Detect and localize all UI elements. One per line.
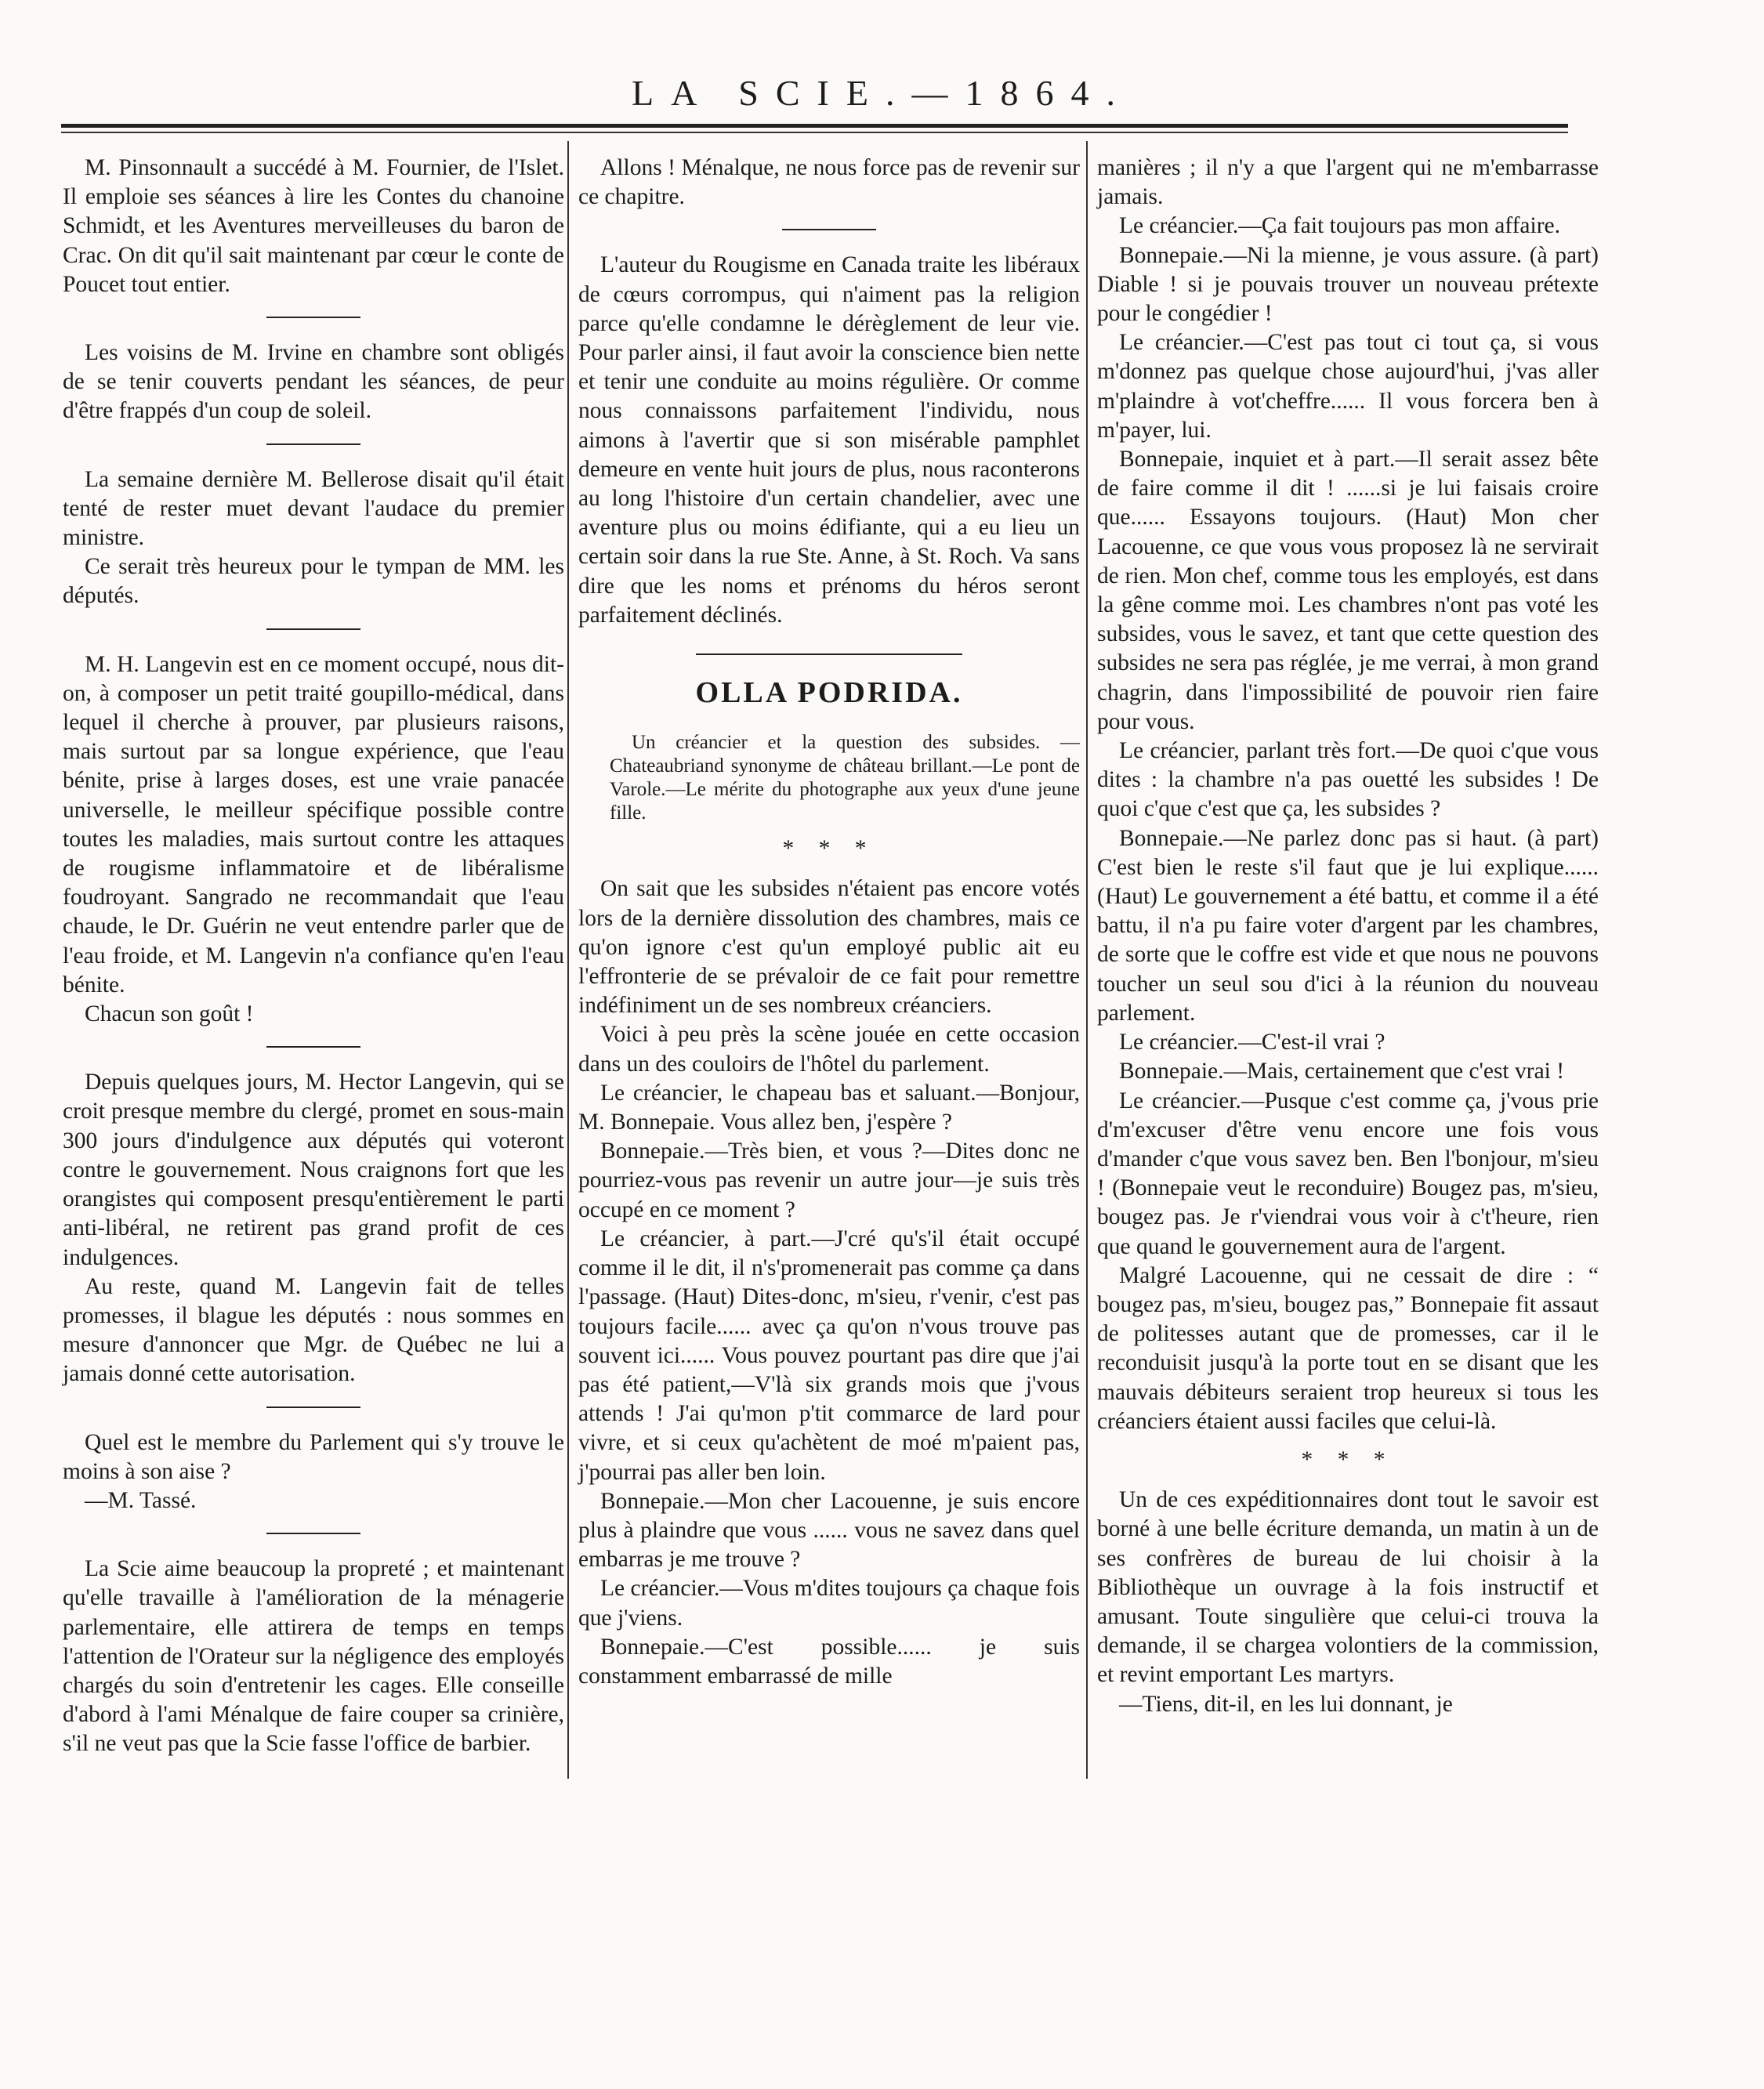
paragraph: Allons ! Ménalque, ne nous force pas de revenir sur ce chapitre.	[578, 155, 1080, 210]
column-3	[1097, 154, 1599, 1719]
separator	[266, 1046, 360, 1048]
separator	[266, 628, 360, 630]
paragraph: Le créancier.—Ça fait toujours pas mon affaire.	[1119, 213, 1561, 239]
paragraph: Bonnepaie.—C'est possible...... je suis constamment embarrassé de mille	[578, 1634, 1080, 1689]
paragraph: L'auteur du Rougisme en Canada traite les libéraux de cœurs corrompus, qui n'aiment pas la religion parce qu'elle condamne le dérèglement de leur vie. Pour parler ainsi, il faut avoir la conscience bien nette et tenir une conduite au moins régulière. Or comme nous connaissons parfaitement l'individu, nous aimons à l'avertir que si son misérable pamphlet demeure en vente huit jours de plus, nous raconterons au long l'histoire d'un certain chandelier, avec une aventure plus ou moins édifiante, qui a eu lieu un certain soir dans la rue Ste. Anne, à St. Roch. Va sans dire que les noms et prénoms du héros seront parfaitement déclinés.	[578, 252, 1080, 628]
paragraph: Bonnepaie.—Mon cher Lacouenne, je suis encore plus à plaindre que vous ...... vous ne savez dans quel embarras je me trouve ?	[578, 1488, 1080, 1573]
paragraph: Le créancier, le chapeau bas et saluant.—Bonjour, M. Bonnepaie. Vous allez ben, j'espère ?	[578, 1080, 1080, 1135]
paragraph: Le créancier.—Vous m'dites toujours ça chaque fois que j'viens.	[578, 1576, 1080, 1631]
column-2	[578, 154, 1080, 1691]
paragraph: Le créancier.—C'est-il vrai ?	[1119, 1030, 1385, 1055]
column-divider	[567, 141, 569, 1779]
separator	[782, 229, 876, 230]
paragraph: Un de ces expéditionnaires dont tout le savoir est borné à une belle écriture demanda, un matin à un de ses confrères de bureau de lui choisir à la Bibliothèque un ouvrage à la fois instructif et amusant. Toute singulière que celui-ci trouva la demande, il se chargea volontiers de la commission, et revint emportant Les martyrs.	[1097, 1487, 1599, 1688]
paragraph: —Tiens, dit-il, en les lui donnant, je	[1119, 1691, 1453, 1717]
section-title: OLLA PODRIDA.	[695, 676, 963, 710]
paragraph: Les voisins de M. Irvine en chambre sont obligés de se tenir couverts pendant les séances, de peur d'être frappés d'un coup de soleil.	[63, 340, 564, 424]
section-summary: Un créancier et la question des subsides. —Chateaubriand synonyme de château brillant.—Le pont de Varole.—Le mérite du photographe aux yeux d'une jeune fille.	[610, 732, 1080, 824]
stars-divider: * * *	[1301, 1446, 1395, 1472]
paragraph: Au reste, quand M. Langevin fait de telles promesses, il blague les députés : nous sommes en mesure d'annoncer que Mgr. de Québec ne lui a jamais donné cette autorisation.	[63, 1273, 564, 1387]
separator	[696, 653, 962, 655]
paragraph: Bonnepaie.—Ne parlez donc pas si haut. (à part) C'est bien le reste s'il faut que je lui explique...... (Haut) Le gouvernement a été battu, et comme il a été battu, il n'a pu faire voter d'argent par les chambres, de sorte que le coffre est vide et que nous ne pouvons toucher un seul sou d'ici à la réunion du nouveau parlement.	[1097, 825, 1599, 1026]
paragraph: Bonnepaie, inquiet et à part.—Il serait assez bête de faire comme il dit ! ......si je lui faisais croire que...... Essayons toujours. (Haut) Mon cher Lacouenne, ce que vous vous proposez là ne servirait de rien. Mon chef, comme tous les employés, est dans la gêne comme moi. Les chambres n'ont pas voté les subsides, vous le savez, et tant que cette question des subsides ne sera pas réglée, je me verrai, à mon grand chagrin, dans l'impossibilité de pouvoir rien faire pour vous.	[1097, 447, 1599, 734]
paragraph: Malgré Lacouenne, qui ne cessait de dire : “ bougez pas, m'sieu, bougez pas,” Bonnepaie fit assaut de politesses autant que de promesses, car il le reconduisit jusqu'à la porte tout en se disant que les mauvais débiteurs seraient trop heureux si tous les créanciers étaient aussi faciles que celui-là.	[1097, 1262, 1599, 1434]
separator	[266, 317, 360, 318]
paragraph: Le créancier.—C'est pas tout ci tout ça, si vous m'donnez pas quelque chose aujourd'hui, j'vas aller m'plaindre à vot'cheffre...... Il vous forcera ben à m'payer, lui.	[1097, 330, 1599, 443]
paragraph: Voici à peu près la scène jouée en cette occasion dans un des couloirs de l'hôtel du parlement.	[578, 1022, 1080, 1077]
header-rule	[61, 124, 1568, 133]
separator	[266, 1407, 360, 1408]
separator	[266, 444, 360, 445]
paragraph: Depuis quelques jours, M. Hector Langevin, qui se croit presque membre du clergé, promet en sous-main 300 jours d'indulgence aux députés qui voteront contre le gouvernement. Nous craignons fort que les orangistes qui composent presqu'entièrement le parti anti-libéral, ne retirent pas grand profit de ces indulgences.	[63, 1070, 564, 1270]
paragraph: Le créancier.—Pusque c'est comme ça, j'vous prie d'm'excuser d'être venu encore une fois vous d'mander c'que vous savez ben. Ben l'bonjour, m'sieu ! (Bonnepaie veut le reconduire) Bougez pas, m'sieu, bougez pas. Je r'viendrai vous voir à c't'heure, rien que quand le gouvernement aura de l'argent.	[1097, 1088, 1599, 1259]
paragraph: La semaine dernière M. Bellerose disait qu'il était tenté de rester muet devant l'audace du premier ministre.	[63, 466, 564, 551]
paragraph: —M. Tassé.	[85, 1487, 197, 1513]
column-1	[63, 154, 564, 1759]
paragraph: manières ; il n'y a que l'argent qui ne m'embarrasse jamais.	[1097, 155, 1599, 210]
paragraph: Chacun son goût !	[85, 1001, 254, 1027]
paragraph: M. H. Langevin est en ce moment occupé, nous dit-on, à composer un petit traité goupillo-médical, dans lequel il cherche à prouver, par plusieurs raisons, mais surtout par sa longue expérience, que l'eau bénite, prise à larges doses, est une vraie panacée universelle, le meilleur spécifique possible contre toutes les maladies, mais surtout contre les attaques de rougisme inflammatoire et de libéralisme foudroyant. Sangrado ne recommandait que l'eau chaude, le Dr. Guérin ne veut entendre parler que de l'eau froide, et M. Langevin n'a confiance qu'en l'eau bénite.	[63, 651, 564, 997]
paragraph: On sait que les subsides n'étaient pas encore votés lors de la dernière dissolution des chambres, mais ce qu'on ignore c'est qu'un employé public ait eu l'effronterie de se prévaloir de ce fait pour remettre indéfiniment un de ses nombreux créanciers.	[578, 876, 1080, 1019]
paragraph: Quel est le membre du Parlement qui s'y trouve le moins à son aise ?	[63, 1429, 564, 1484]
paragraph: Bonnepaie.—Très bien, et vous ?—Dites donc ne pourriez-vous pas revenir un autre jour—je suis très occupé en ce moment ?	[578, 1139, 1080, 1222]
paragraph: M. Pinsonnault a succédé à M. Fournier, de l'Islet. Il emploie ses séances à lire les Contes du chanoine Schmidt, et les Aventures merveilleuses du baron de Crac. On dit qu'il sait maintenant par cœur le conte de Poucet tout entier.	[63, 155, 564, 297]
paragraph: Bonnepaie.—Mais, certainement que c'est vrai !	[1119, 1059, 1565, 1084]
stars-divider: * * *	[782, 836, 876, 862]
paragraph: Le créancier, à part.—J'cré qu's'il était occupé comme il le dit, il n's'promenerait pas comme ça dans l'passage. (Haut) Dites-donc, m'sieu, r'venir, c'est pas toujours facile...... avec ça qu'on n'vous trouve pas souvent ici...... Vous pouvez pourtant pas dire que j'ai pas été patient,—V'là six grands mois que j'vous attends ! J'ai qu'mon p'tit commarce de lard pour vivre, et si ceux qu'achètent de moé m'paient pas, j'pourrai pas aller ben loin.	[578, 1226, 1080, 1485]
masthead: LA SCIE.—1864.	[632, 73, 1132, 113]
paragraph: Ce serait très heureux pour le tympan de MM. les députés.	[63, 554, 564, 609]
separator	[266, 1533, 360, 1534]
paragraph: Bonnepaie.—Ni la mienne, je vous assure. (à part) Diable ! si je pouvais trouver un nouveau prétexte pour le congédier !	[1097, 242, 1599, 327]
paragraph: Le créancier, parlant très fort.—De quoi c'que vous dites : la chambre n'a pas ouetté les subsides ! De quoi c'que c'est que ça, les subsides ?	[1097, 738, 1599, 822]
paragraph: La Scie aime beaucoup la propreté ; et maintenant qu'elle travaille à l'amélioration de la ménagerie parlementaire, elle attirera de temps en temps l'attention de l'Orateur sur la négligence des employés chargés du soin d'entretenir les cages. Elle conseille d'abord à l'ami Ménalque de faire couper sa crinière, s'il ne veut pas que la Scie fasse l'office de barbier.	[63, 1556, 564, 1757]
column-divider	[1086, 141, 1088, 1779]
